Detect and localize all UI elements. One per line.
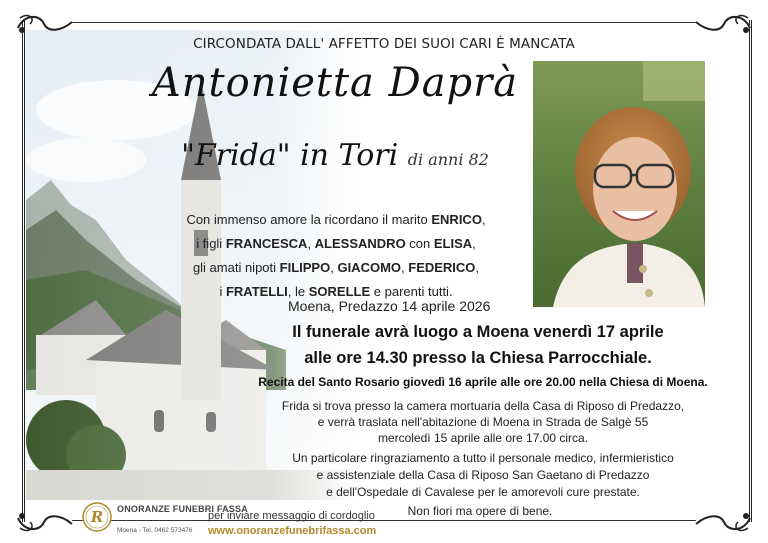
family-line-2 — [148, 232, 524, 256]
family-text: gli amati nipoti — [192, 260, 280, 275]
no-flowers-note: Non fiori ma opere di bene. — [407, 504, 553, 518]
corner-ornament-bottom-right — [692, 508, 754, 536]
family-name-bold: ENRICO — [431, 212, 482, 227]
family-text: i figli — [196, 236, 226, 251]
funeral-line-2: alle ore 14.30 presso la Chiesa Parrocchiale. — [304, 349, 652, 367]
funeral-details — [258, 319, 698, 371]
announcement-heading: CIRCONDATA DALL' AFFETTO DEI SUOI CARI È MANCATA — [193, 36, 575, 52]
family-text: con — [405, 236, 434, 251]
funeral-home-name: ONORANZE FUNEBRI FASSA — [117, 504, 248, 514]
family-text: e parenti tutti. — [370, 284, 453, 299]
portrait-photo — [533, 61, 705, 307]
family-text: i — [219, 284, 226, 299]
family-text: , — [481, 212, 486, 227]
family-name-bold: FEDERICO — [408, 260, 476, 275]
family-name-bold: ALESSANDRO — [314, 236, 406, 251]
corner-ornament-top-left — [14, 10, 76, 38]
thanks-paragraph — [258, 450, 708, 501]
deceased-name: Antonietta Daprà — [151, 60, 519, 106]
family-line-3 — [148, 256, 524, 280]
funeral-line-1: Il funerale avrà luogo a Moena venerdì 17 aprile — [292, 323, 664, 341]
place-date: Moena, Predazzo 14 aprile 2026 — [288, 298, 491, 314]
family-name-bold: FRATELLI — [225, 284, 288, 299]
condolence-message-label: per inviare messaggio di cordoglio — [208, 510, 375, 522]
family-text: , — [307, 236, 315, 251]
family-text: , — [475, 260, 480, 275]
frame-bottom-line — [72, 520, 696, 521]
family-text: Con immenso amore la ricordano il marito — [186, 212, 432, 227]
corner-ornament-bottom-left — [14, 508, 76, 536]
viewing-info-line: e verrà traslata nell'abitazione di Moena in Strada de Salgè 55 — [317, 415, 649, 429]
rosary-notice: Recita del Santo Rosario giovedì 16 aprile alle ore 20.00 nella Chiesa di Moena. — [258, 375, 708, 389]
family-name-bold: ELISA — [433, 236, 473, 251]
viewing-info-line: mercoledì 15 aprile alle ore 17.00 circa. — [377, 431, 589, 445]
family-name-bold: FRANCESCA — [225, 236, 308, 251]
family-text: , le — [287, 284, 309, 299]
deceased-age: di anni 82 — [407, 150, 489, 169]
family-text: , — [330, 260, 338, 275]
funeral-home-phone: Moena - Tel. 0462 573476 — [117, 527, 193, 534]
deceased-nickname-line — [155, 138, 515, 173]
family-paragraph — [148, 208, 524, 304]
family-text: , — [472, 236, 476, 251]
family-name-bold: FILIPPO — [279, 260, 331, 275]
corner-ornament-top-right — [692, 10, 754, 38]
frame-top-line — [72, 22, 696, 23]
family-line-1 — [148, 208, 524, 232]
thanks-line: e dell'Ospedale di Cavalese per le amorevoli cure prestate. — [326, 485, 640, 499]
viewing-info — [258, 398, 708, 446]
condolence-website-link[interactable]: www.onoranzefunebrifassa.com — [208, 525, 377, 537]
viewing-info-line: Frida si trova presso la camera mortuaria della Casa di Riposo di Predazzo, — [281, 399, 685, 413]
family-text: , — [401, 260, 409, 275]
logo-letter: R — [90, 508, 104, 526]
thanks-line: e assistenziale della Casa di Riposo San Gaetano di Predazzo — [316, 468, 650, 482]
family-name-bold: GIACOMO — [337, 260, 402, 275]
deceased-nickname: "Frida" in Tori — [181, 138, 399, 173]
family-name-bold: SORELLE — [308, 284, 371, 299]
thanks-line: Un particolare ringraziamento a tutto il personale medico, infermieristico — [292, 451, 674, 465]
